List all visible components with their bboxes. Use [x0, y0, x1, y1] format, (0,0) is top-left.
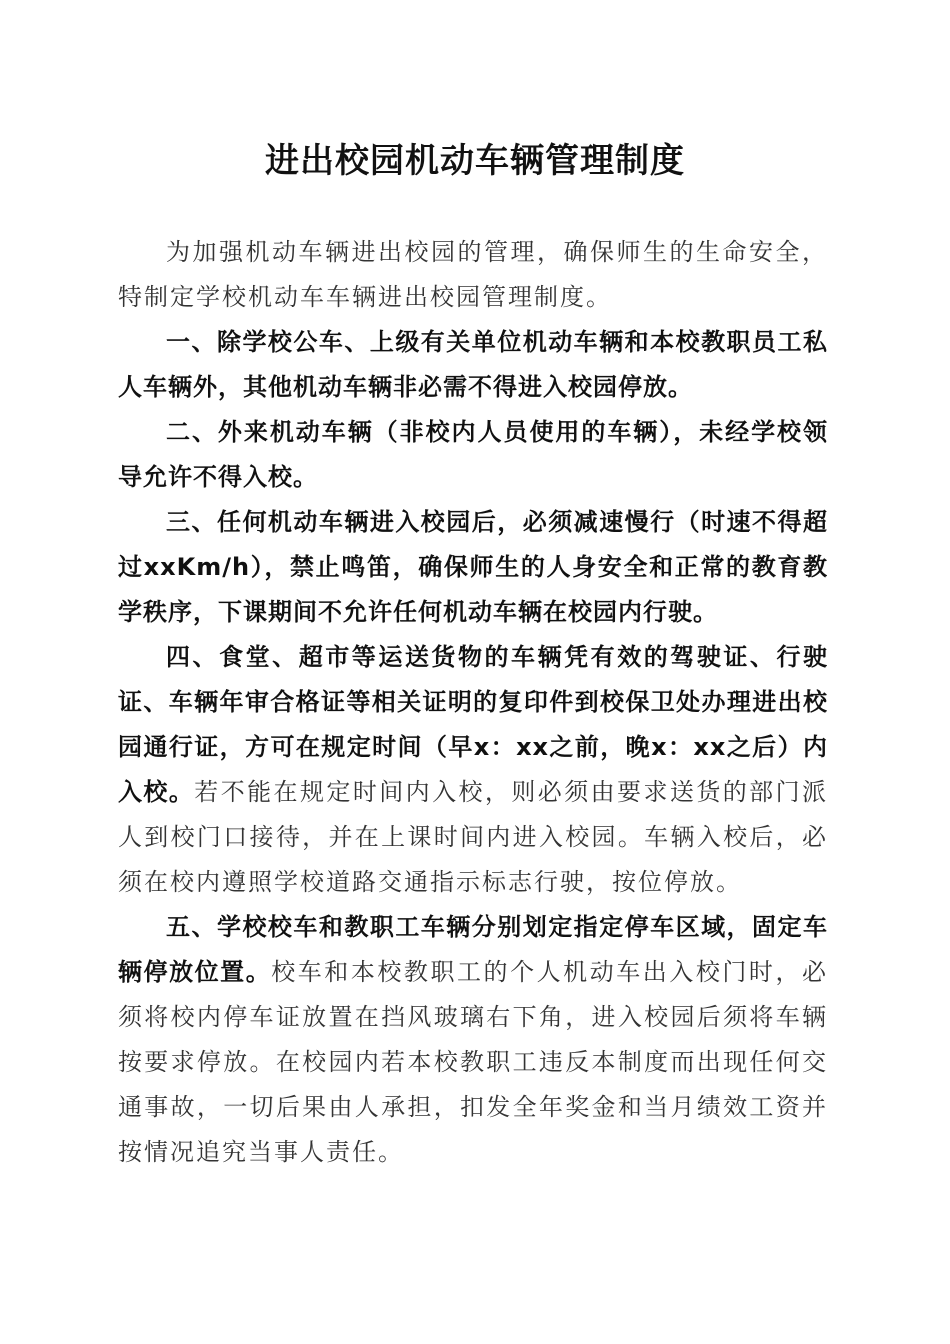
rule-2-paragraph — [118, 410, 828, 500]
rule-3-text: 三、任何机动车辆进入校园后，必须减速慢行（时速不得超过xxKm/h），禁止鸣笛，确保师生的人身安全和正常的教育教学秩序，下课期间不允许任何机动车辆在校园内行驶。 — [118, 508, 828, 626]
rule-1-paragraph — [118, 320, 828, 410]
rule-5-rest-text: 校车和本校教职工的个人机动车出入校门时，必须将校内停车证放置在挡风玻璃右下角，进入校园后须将车辆按要求停放。在校园内若本校教职工违反本制度而出现任何交通事故，一切后果由人承担，扣发全年奖金和当月绩效工资并按情况追究当事人责任。 — [118, 958, 829, 1166]
rule-5-paragraph — [118, 905, 828, 1175]
intro-paragraph — [118, 230, 828, 320]
document-title: 进出校园机动车辆管理制度 — [265, 141, 685, 181]
rule-1-text: 一、除学校公车、上级有关单位机动车辆和本校教职员工私人车辆外，其他机动车辆非必需不得进入校园停放。 — [118, 328, 828, 401]
rule-3-paragraph — [118, 500, 828, 635]
document-body — [118, 230, 828, 1175]
rule-4-main-text: 四、食堂、超市等运送货物的车辆凭有效的驾驶证、行驶证、车辆年审合格证等相关证明的复印件到校保卫处办理进出校园通行证，方可在规定时间（早x：xx之前，晚x：xx之后）内入校。 — [118, 643, 828, 806]
rule-2-text: 二、外来机动车辆（非校内人员使用的车辆），未经学校领导允许不得入校。 — [118, 418, 828, 491]
rule-4-rest-text: 若不能在规定时间内入校，则必须由要求送货的部门派人到校门口接待，并在上课时间内进入校园。车辆入校后，必须在校内遵照学校道路交通指示标志行驶，按位停放。 — [118, 778, 829, 896]
rule-5-main-text: 五、学校校车和教职工车辆分别划定指定停车区域，固定车辆停放位置。 — [118, 913, 828, 986]
rule-4-paragraph — [118, 635, 828, 905]
intro-text: 为加强机动车辆进出校园的管理，确保师生的生命安全，特制定学校机动车车辆进出校园管理制度。 — [118, 238, 828, 311]
